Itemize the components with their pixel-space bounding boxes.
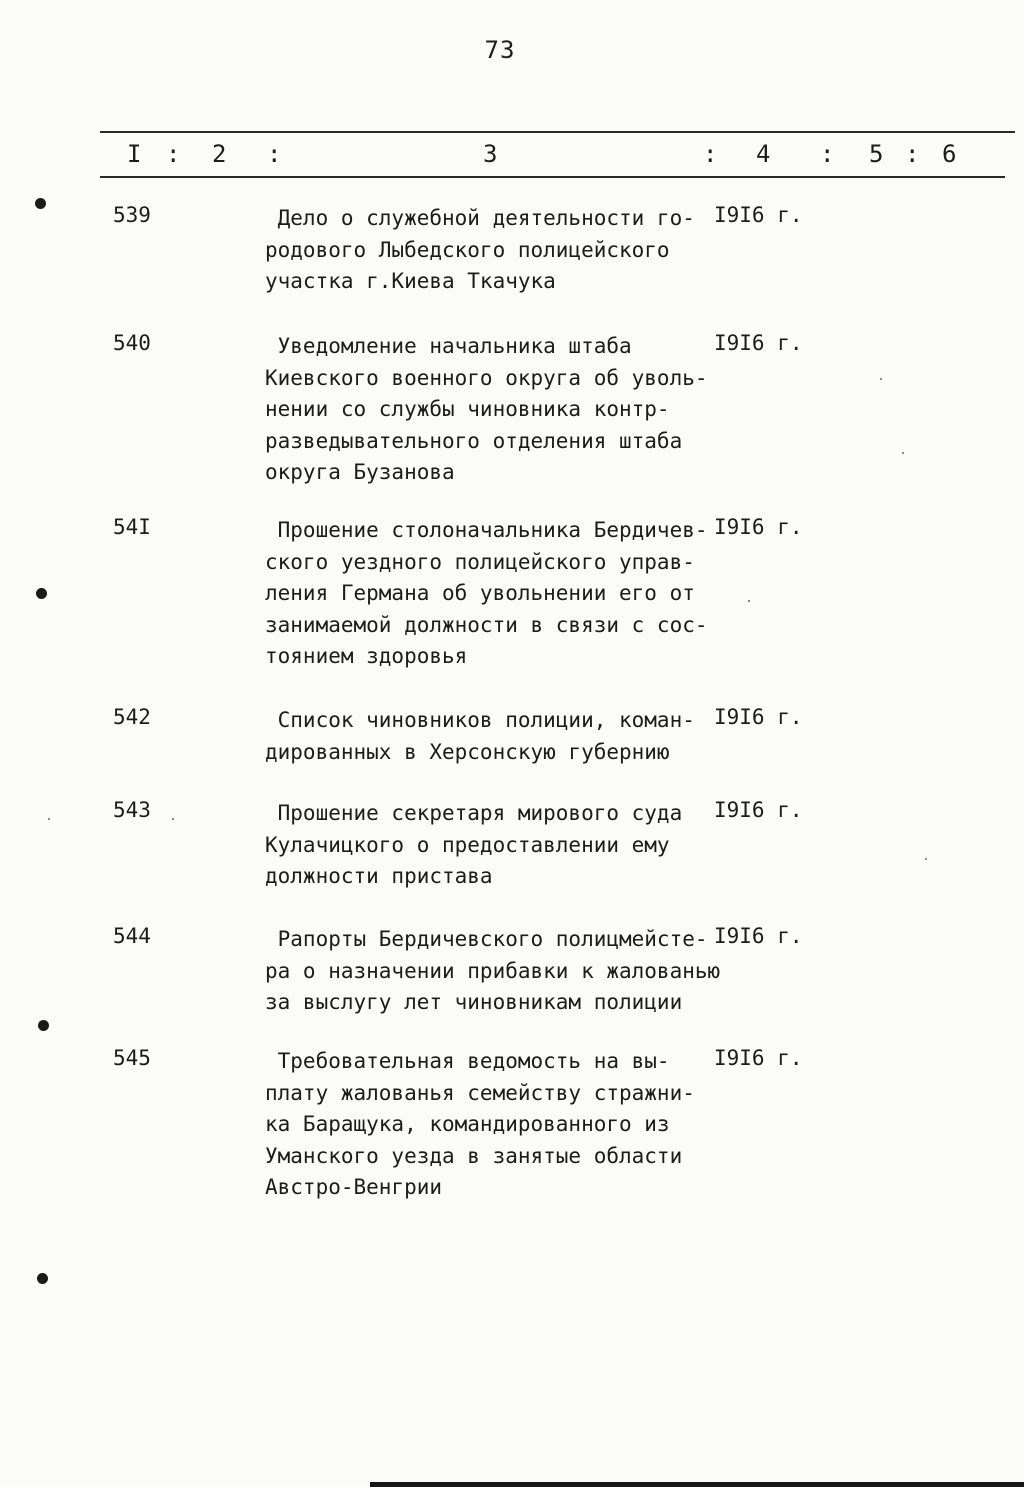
entry-number: 543: [113, 798, 151, 822]
entry-title: Уведомление начальника штаба Киевского военного округа об уволь- нении со службы чиновника контр- разведывательного отделения штаба округа Бузанова: [265, 334, 708, 484]
column-separator: :: [820, 140, 835, 168]
entry-date: I9I6 г.: [714, 798, 803, 822]
column-header-3: 3: [483, 140, 498, 168]
entry-number: 544: [113, 924, 151, 948]
punch-hole: [38, 1020, 49, 1031]
entry-number: 54I: [113, 515, 151, 539]
entry-title: Требовательная ведомость на вы- плату жалованья семейству стражни- ка Баращука, командированного из Уманского уезда в занятые области Австро-Венгрии: [265, 1049, 695, 1199]
column-header-row: [100, 140, 1015, 170]
scan-speck: [172, 818, 174, 820]
column-header-5: 5: [869, 140, 884, 168]
entry-number: 545: [113, 1046, 151, 1070]
header-bottom-rule: [100, 176, 1005, 178]
scan-speck: [748, 600, 750, 602]
entry-number: 542: [113, 705, 151, 729]
column-separator: :: [166, 140, 181, 168]
scan-speck: [902, 452, 904, 454]
punch-hole: [35, 198, 46, 209]
scan-speck: [925, 858, 927, 860]
entry-date: I9I6 г.: [714, 705, 803, 729]
column-header-1: I: [127, 140, 142, 168]
entry-date: I9I6 г.: [714, 331, 803, 355]
punch-hole: [37, 1273, 48, 1284]
scan-speck: [880, 378, 882, 380]
column-separator: :: [267, 140, 282, 168]
scan-bottom-edge: [370, 1482, 1024, 1487]
entry-date: I9I6 г.: [714, 924, 803, 948]
entry-title: Прошение столоначальника Бердичев- ского уездного полицейского управ- ления Германа об увольнении его от занимаемой должности в связи с сос- тоянием здоровья: [265, 518, 708, 668]
column-separator: :: [905, 140, 920, 168]
entry-number: 539: [113, 203, 151, 227]
entry-date: I9I6 г.: [714, 203, 803, 227]
entry-number: 540: [113, 331, 151, 355]
column-separator: :: [703, 140, 718, 168]
punch-hole: [36, 588, 47, 599]
entry-title: Прошение секретаря мирового суда Кулачицкого о предоставлении ему должности пристава: [265, 801, 683, 888]
entry-date: I9I6 г.: [714, 515, 803, 539]
column-header-4: 4: [756, 140, 771, 168]
entry-date: I9I6 г.: [714, 1046, 803, 1070]
page-number: 73: [484, 36, 516, 64]
column-header-6: 6: [942, 140, 957, 168]
entry-title: Рапорты Бердичевского полицмейсте- ра о назначении прибавки к жалованью за выслугу лет чиновникам полиции: [265, 927, 721, 1014]
header-top-rule: [100, 131, 1015, 133]
column-header-2: 2: [212, 140, 227, 168]
entry-title: Список чиновников полиции, коман- дированных в Херсонскую губернию: [265, 708, 695, 764]
entry-title: Дело о служебной деятельности го- родового Лыбедского полицейского участка г.Киева Ткачука: [265, 206, 695, 293]
scan-speck: [48, 818, 50, 820]
